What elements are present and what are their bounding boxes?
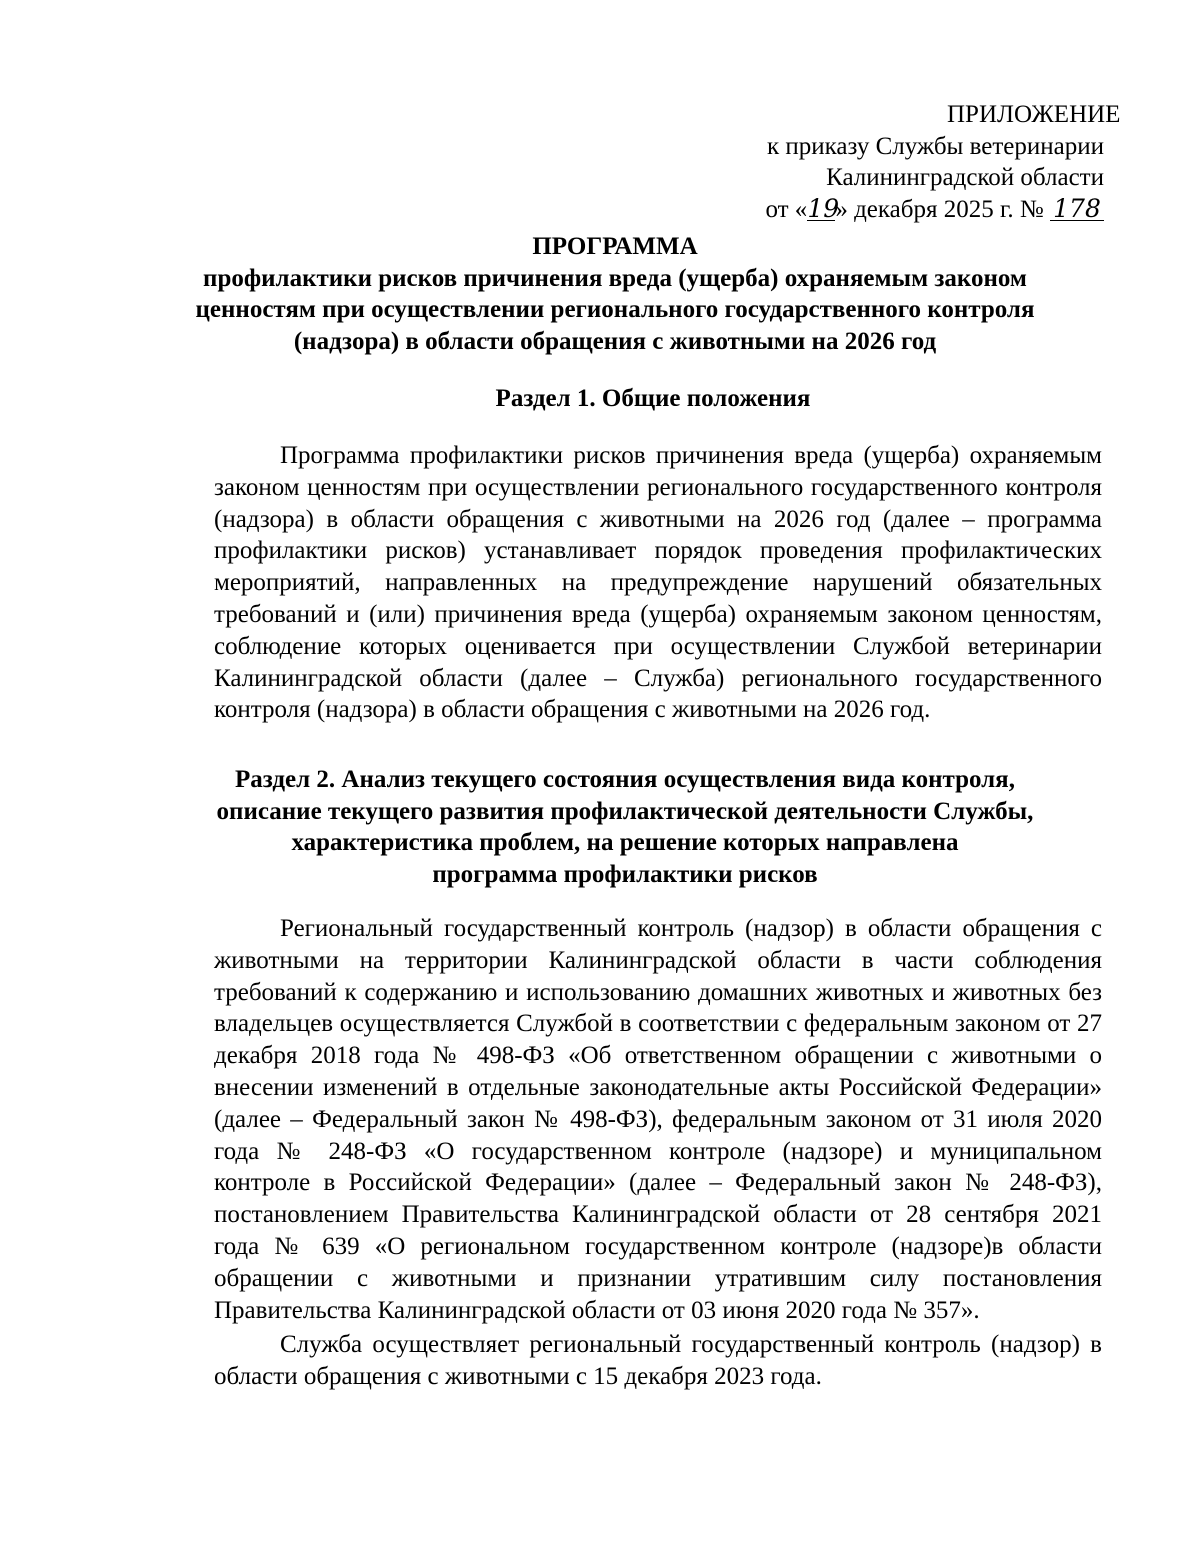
date-suffix: » декабря 2025 г. №: [835, 195, 1044, 223]
appendix-label: ПРИЛОЖЕНИЕ: [947, 101, 1121, 128]
section2-heading-line: характеристика проблем, на решение которых направлена: [291, 829, 959, 856]
date-prefix: от «: [765, 195, 808, 223]
appendix-order-line: к приказу Службы ветеринарии: [766, 132, 1104, 160]
program-title: [150, 231, 1080, 357]
handwritten-day: 19: [807, 193, 840, 223]
section2-heading-line: Раздел 2. Анализ текущего состояния осуществления вида контроля,: [235, 766, 1015, 793]
appendix-header: [644, 99, 1121, 225]
section2-heading-line: программа профилактики рисков: [432, 860, 818, 888]
section2-paragraph-2: Служба осуществляет региональный государственный контроль (надзор) в области обращения с животными с 15 декабря 2023 года.: [214, 1331, 1102, 1390]
appendix-region-line: Калининградской области: [826, 164, 1104, 191]
program-subtitle: профилактики рисков причинения вреда (ущерба) охраняемым законом ценностям при осуществлении регионального государственного контроля (надзора) в области обращения с животными на 2026 год: [195, 264, 1035, 355]
section2-paragraph-1: Региональный государственный контроль (надзор) в области обращения с животными на территории Калининградской области в части соблюдения требований к содержанию и использованию домашних животных и животных без владельцев осуществляется Службой в соответствии с федеральным законом от 27 декабря 2018 года № 498-ФЗ «Об ответственном обращении с животными о внесении изменений в отдельные законодательные акты Российской Федерации» (далее – Федеральный закон № 498-ФЗ), федеральным законом от 31 июля 2020 года № 248-ФЗ «О государственном контроле (надзоре) и муниципальном контроле в Российской Федерации» (далее – Федеральный закон № 248-ФЗ), постановлением Правительства Калининградской области от 28 сентября 2021 года № 639 «О региональном государственном контроле (надзоре)в области обращении с животными и признании утратившим силу постановления Правительства Калининградской области от 03 июня 2020 года № 357».: [214, 915, 1102, 1324]
section2-heading-line: описание текущего развития профилактической деятельности Службы,: [216, 797, 1034, 825]
program-heading: ПРОГРАММА: [532, 233, 698, 260]
appendix-date-line: [644, 194, 1104, 226]
handwritten-order-number: 178: [1050, 198, 1104, 221]
section1-paragraph: Программа профилактики рисков причинения вреда (ущерба) охраняемым законом ценностям при осуществлении регионального государственного контроля (надзора) в области обращения с животными на 2026 год (далее – программа профилактики рисков) устанавливает порядок проведения профилактических мероприятий, направленных на предупреждение нарушений обязательных требований и (или) причинения вреда (ущерба) охраняемым законом ценностям, соблюдение которых оценивается при осуществлении Службой ветеринарии Калининградской области (далее – Служба) регионального государственного контроля (надзора) в области обращения с животными на 2026 год.: [214, 442, 1102, 724]
section1-heading: Раздел 1. Общие положения: [495, 385, 811, 412]
section2-heading: [160, 764, 1090, 890]
